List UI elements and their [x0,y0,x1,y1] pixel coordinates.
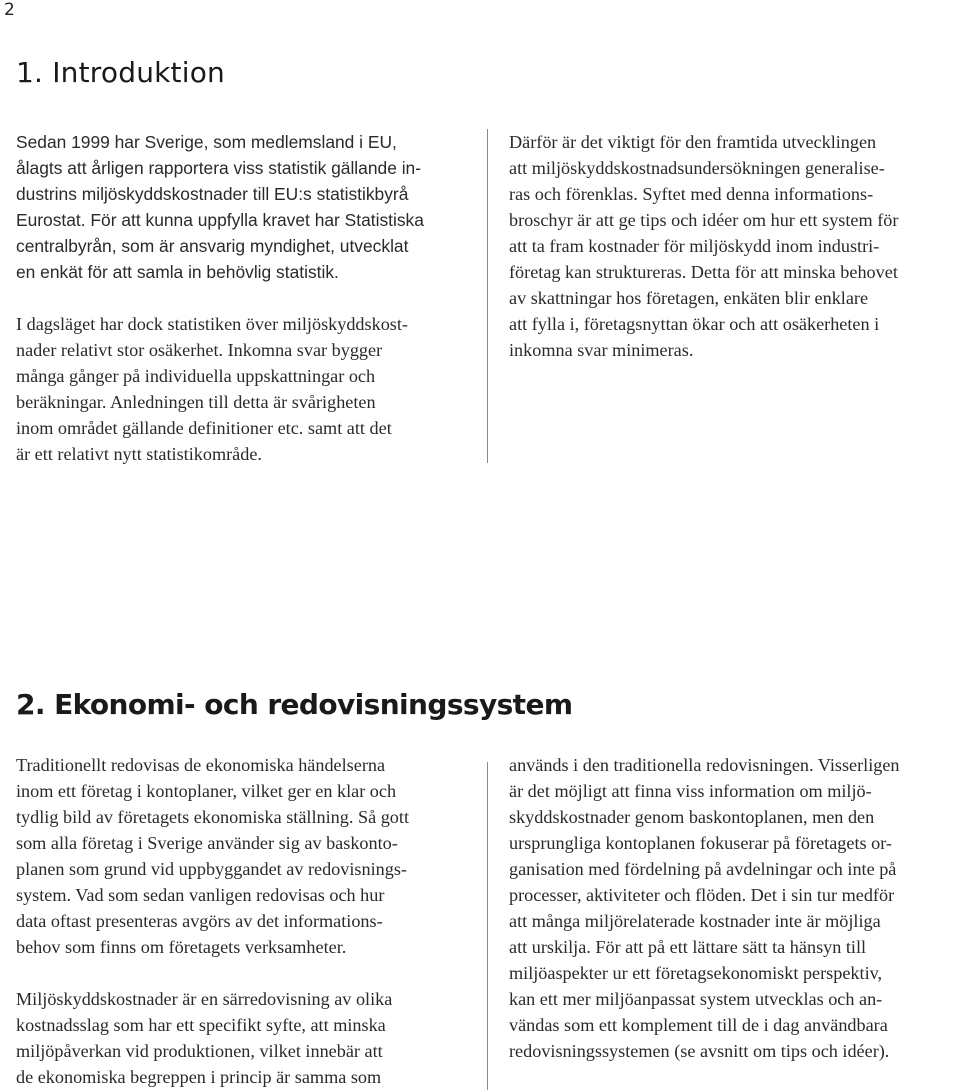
text-line: tydlig bild av företagets ekonomiska ställning. Så gott [16,807,409,827]
text-line: dustrins miljöskyddskostnader till EU:s statistikbyrå [16,184,409,204]
text-line: av skattningar hos företagen, enkäten blir enklare [509,288,869,308]
section-1-title: 1. Introduktion [16,56,225,89]
text-line: vändas som ett komplement till de i dag användbara [509,1015,888,1035]
text-line: miljöaspekter ur ett företagsekonomiskt perspektiv, [509,963,883,983]
text-line: används i den traditionella redovisningen. Visserligen [509,755,900,775]
text-line: att urskilja. För att på ett lättare sätt ta hänsyn till [509,937,867,957]
text-line: nader relativt stor osäkerhet. Inkomna svar bygger [16,340,383,360]
text-line: planen som grund vid uppbyggandet av redovisnings- [16,859,407,879]
text-line: behov som finns om företagets verksamheter. [16,937,347,957]
text-line: är det möjligt att finna viss information om miljö- [509,781,872,801]
text-line: ras och förenklas. Syftet med denna informations- [509,184,874,204]
text-line: data oftast presenteras avgörs av det informations- [16,911,383,931]
text-line: inom ett företag i kontoplaner, vilket ger en klar och [16,781,397,801]
text-line: system. Vad som sedan vanligen redovisas och hur [16,885,385,905]
column-divider [487,762,488,1090]
text-line: broschyr är att ge tips och idéer om hur ett system för [509,210,899,230]
text-line: kan ett mer miljöanpassat system utvecklas och an- [509,989,883,1009]
paragraph-gap [16,285,424,311]
text-line: processer, aktiviteter och flöden. Det i sin tur medför [509,885,895,905]
text-line: I dagsläget har dock statistiken över miljöskyddskost- [16,314,408,334]
text-line: att fylla i, företagsnyttan ökar och att osäkerheten i [509,314,880,334]
section-2-right-column [509,752,900,1064]
text-line: som alla företag i Sverige använder sig av baskonto- [16,833,398,853]
text-line: Därför är det viktigt för den framtida utvecklingen [509,132,877,152]
text-line: redovisningssystemen (se avsnitt om tips och idéer). [509,1041,890,1061]
text-line: att många miljörelaterade kostnader inte är möjliga [509,911,881,931]
text-line: ursprungliga kontoplanen fokuserar på företagets or- [509,833,892,853]
text-line: Miljöskyddskostnader är en särredovisning av olika [16,989,393,1009]
text-line: kostnadsslag som har ett specifikt syfte, att minska [16,1015,386,1035]
text-line: Traditionellt redovisas de ekonomiska händelserna [16,755,386,775]
text-line: miljöpåverkan vid produktionen, vilket innebär att [16,1041,383,1061]
paragraph-gap [16,960,409,986]
section-2-title: 2. Ekonomi- och redovisningssystem [16,688,573,721]
text-line: företag kan struktureras. Detta för att minska behovet [509,262,898,282]
text-line: ganisation med fördelning på avdelningar och inte på [509,859,897,879]
text-line: är ett relativt nytt statistikområde. [16,444,262,464]
text-line: inom området gällande definitioner etc. samt att det [16,418,392,438]
text-line: Eurostat. För att kunna uppfylla kravet har Statistiska [16,210,424,230]
section-2-left-column [16,752,409,1090]
text-line: inkomna svar minimeras. [509,340,694,360]
text-line: ålagts att årligen rapportera viss statistik gällande in- [16,158,422,178]
text-line: beräkningar. Anledningen till detta är svårigheten [16,392,376,412]
section-1-left-column [16,129,424,467]
page-number: 2 [4,0,15,20]
text-line: att miljöskyddskostnadsundersökningen generalise- [509,158,885,178]
text-line: Sedan 1999 har Sverige, som medlemsland i EU, [16,132,397,152]
text-line: de ekonomiska begreppen i princip är samma som [16,1067,382,1087]
text-line: en enkät för att samla in behövlig statistik. [16,262,339,282]
text-line: skyddskostnader genom baskontoplanen, men den [509,807,875,827]
column-divider [487,129,488,463]
text-line: centralbyrån, som är ansvarig myndighet, utvecklat [16,236,409,256]
text-line: att ta fram kostnader för miljöskydd inom industri- [509,236,880,256]
text-line: många gånger på individuella uppskattningar och [16,366,376,386]
section-1-right-column [509,129,898,363]
